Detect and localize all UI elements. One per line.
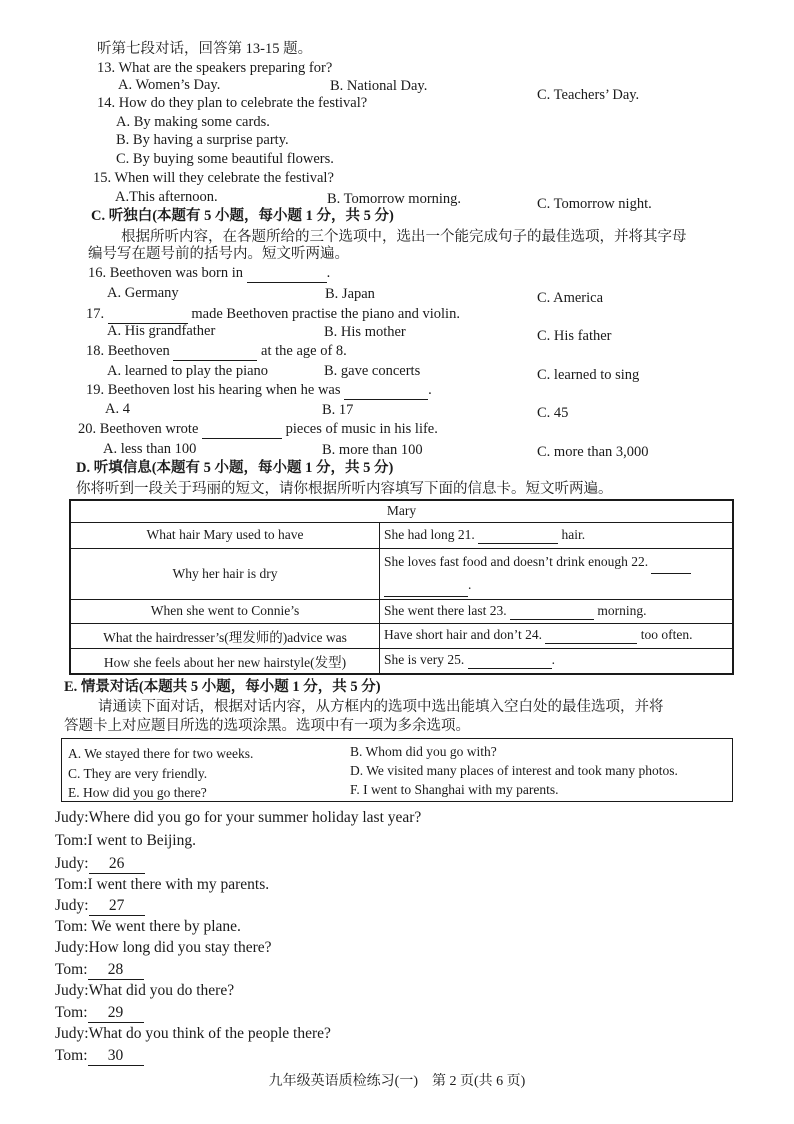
options-box xyxy=(61,738,733,802)
table-cell-label: When she went to Connie’s xyxy=(70,599,380,623)
question-16-option-c[interactable]: C. America xyxy=(537,290,604,306)
dialogue-speaker: Tom: xyxy=(55,1047,88,1064)
dialogue-answer-blank[interactable]: 29 xyxy=(88,1004,144,1023)
cell-text-end: . xyxy=(551,652,555,667)
answer-blank-23[interactable] xyxy=(510,603,594,620)
dialogue-speaker: Tom: xyxy=(55,876,88,893)
option-c[interactable]: C. They are very friendly. xyxy=(68,766,208,781)
table-row xyxy=(70,548,733,599)
section-c-title: C. 听独白(本题有 5 小题，每小题 1 分，共 5 分) xyxy=(91,208,394,224)
question-15-option-b[interactable]: B. Tomorrow morning. xyxy=(327,191,462,207)
question-14-option-a[interactable]: A. By making some cards. xyxy=(116,114,270,130)
table-row xyxy=(70,648,733,674)
question-17-stem-text: made Beethoven practise the piano and violin. xyxy=(191,306,460,322)
dialogue-speaker: Judy: xyxy=(55,809,89,826)
table-cell-answer xyxy=(380,522,734,548)
dialogue-line xyxy=(55,1025,331,1043)
answer-blank-24[interactable] xyxy=(545,627,637,644)
cell-text-end: too often. xyxy=(640,627,693,642)
question-16-option-b[interactable]: B. Japan xyxy=(325,286,375,302)
dialogue-speaker: Judy: xyxy=(55,1025,89,1042)
answer-blank-22[interactable] xyxy=(651,551,691,574)
option-e[interactable]: E. How did you go there? xyxy=(68,785,207,800)
answer-blank[interactable] xyxy=(247,264,327,283)
section-e-title: E. 情景对话(本题共 5 小题，每小题 1 分，共 5 分) xyxy=(64,679,381,695)
question-16-stem-end: . xyxy=(326,265,331,281)
dialogue-line xyxy=(55,939,272,957)
dialogue-line xyxy=(55,918,241,936)
question-19-stem xyxy=(86,381,432,400)
dialogue-speaker: Judy: xyxy=(55,982,89,999)
dialogue-speaker: Tom: xyxy=(55,1004,88,1021)
table-cell-label: How she feels about her new hairstyle(发型) xyxy=(70,648,380,674)
option-f[interactable]: F. I went to Shanghai with my parents. xyxy=(350,782,559,797)
page-footer: 九年级英语质检练习(一) 第 2 页(共 6 页) xyxy=(268,1074,526,1089)
section-e-instruction-2: 答题卡上对应题目所选的选项涂黑。选项中有一项为多余选项。 xyxy=(64,718,470,734)
cell-text: Have short hair and don’t 24. xyxy=(384,627,542,642)
cell-text: She had long 21. xyxy=(384,526,475,542)
dialogue-answer-blank[interactable]: 28 xyxy=(88,961,144,980)
question-16-stem-text: 16. Beethoven was born in xyxy=(88,265,244,281)
dialogue-text: We went there by plane. xyxy=(87,918,241,935)
dialogue-speaker: Tom: xyxy=(55,832,88,849)
question-20-stem-end: pieces of music in his life. xyxy=(285,421,438,437)
question-13-option-b[interactable]: B. National Day. xyxy=(330,78,428,94)
table-cell-label: Why her hair is dry xyxy=(70,548,380,599)
question-16-stem xyxy=(88,264,330,283)
dialogue-line xyxy=(55,855,145,874)
question-18-option-a[interactable]: A. learned to play the piano xyxy=(107,363,269,379)
answer-blank[interactable] xyxy=(202,420,282,439)
question-20-option-c[interactable]: C. more than 3,000 xyxy=(537,444,649,460)
table-header: Mary xyxy=(70,500,733,522)
dialogue-speaker: Tom: xyxy=(55,918,88,935)
question-20-option-a[interactable]: A. less than 100 xyxy=(103,441,197,457)
table-row xyxy=(70,623,733,648)
section-c-instruction-1: 根据所听内容，在各题所给的三个选项中，选出一个能完成句子的最佳选项，并将其字母 xyxy=(121,229,687,245)
dialogue-answer-blank[interactable]: 30 xyxy=(88,1047,144,1066)
dialogue-speaker: Judy: xyxy=(55,939,89,956)
option-a[interactable]: A. We stayed there for two weeks. xyxy=(68,746,254,761)
question-15-option-a[interactable]: A.This afternoon. xyxy=(115,189,218,205)
table-cell-answer xyxy=(380,548,734,599)
dialogue-answer-blank[interactable]: 26 xyxy=(89,855,145,874)
table-row xyxy=(70,522,733,548)
table-cell-answer xyxy=(380,623,734,648)
dialogue-speaker: Judy: xyxy=(55,897,89,914)
question-17-option-a[interactable]: A. His grandfather xyxy=(107,323,216,339)
table-row xyxy=(70,599,733,623)
dialogue-line xyxy=(55,876,269,894)
question-15-stem: 15. When will they celebrate the festival? xyxy=(93,170,334,186)
question-20-option-b[interactable]: B. more than 100 xyxy=(322,442,423,458)
question-13-option-c[interactable]: C. Teachers’ Day. xyxy=(537,87,640,103)
question-14-option-c[interactable]: C. By buying some beautiful flowers. xyxy=(116,151,334,167)
cell-text-end: morning. xyxy=(597,602,647,618)
question-13-option-a[interactable]: A. Women’s Day. xyxy=(118,77,221,93)
question-18-stem-end: at the age of 8. xyxy=(261,343,347,359)
table-cell-answer xyxy=(380,648,734,674)
dialogue-text: Where did you go for your summer holiday last year? xyxy=(88,809,422,826)
dialogue-text: What did you do there? xyxy=(88,982,235,999)
question-14-stem: 14. How do they plan to celebrate the festival? xyxy=(97,95,368,111)
dialogue-speaker: Tom: xyxy=(55,961,88,978)
question-19-option-a[interactable]: A. 4 xyxy=(105,401,130,417)
table-cell-label: What the hairdresser’s(理发师的)advice was xyxy=(70,623,380,648)
dialogue-text: I went to Beijing. xyxy=(87,832,196,849)
dialogue-speaker: Judy: xyxy=(55,855,89,872)
dialogue-answer-blank[interactable]: 27 xyxy=(89,897,145,916)
dialogue-text: How long did you stay there? xyxy=(88,939,272,956)
cell-text-end: hair. xyxy=(561,526,586,542)
section-e-instruction-1: 请通读下面对话，根据对话内容，从方框内的选项中选出能填入空白处的最佳选项，并将 xyxy=(98,699,664,715)
answer-blank[interactable] xyxy=(344,381,428,400)
question-17-option-b[interactable]: B. His mother xyxy=(324,324,406,340)
question-18-option-c[interactable]: C. learned to sing xyxy=(537,367,640,383)
table-cell-answer xyxy=(380,599,734,623)
dialogue-line xyxy=(55,1004,144,1023)
cell-text: She went there last 23. xyxy=(384,602,507,618)
section-d-title: D. 听填信息(本题有 5 小题，每小题 1 分，共 5 分) xyxy=(76,460,394,476)
dialogue-line xyxy=(55,809,421,827)
table-cell-label: What hair Mary used to have xyxy=(70,522,380,548)
question-17-number: 17. xyxy=(86,306,105,322)
answer-blank[interactable] xyxy=(173,342,257,361)
cell-text-end: . xyxy=(468,576,472,592)
dialogue-text: What do you think of the people there? xyxy=(88,1025,331,1042)
question-20-stem-text: 20. Beethoven wrote xyxy=(78,421,199,437)
answer-blank-25[interactable] xyxy=(468,652,552,669)
dialogue-line xyxy=(55,832,196,850)
info-card-table xyxy=(69,499,734,675)
question-18-stem-text: 18. Beethoven xyxy=(86,343,170,359)
question-16-option-a[interactable]: A. Germany xyxy=(107,285,179,301)
dialogue-line xyxy=(55,961,144,980)
answer-blank-21[interactable] xyxy=(478,527,558,544)
answer-blank-22-continued[interactable] xyxy=(384,574,468,597)
cell-text: She is very 25. xyxy=(384,652,465,667)
section-intro: 听第七段对话，回答第 13-15 题。 xyxy=(97,41,313,57)
question-18-stem xyxy=(86,342,347,361)
cell-text: She loves fast food and doesn’t drink enough 22. xyxy=(384,553,649,569)
question-15-option-c[interactable]: C. Tomorrow night. xyxy=(537,196,652,212)
question-20-stem xyxy=(78,420,438,439)
dialogue-line xyxy=(55,982,234,1000)
question-17-option-c[interactable]: C. His father xyxy=(537,328,612,344)
option-d[interactable]: D. We visited many places of interest and took many photos. xyxy=(350,763,678,778)
dialogue-line xyxy=(55,897,145,916)
section-c-instruction-2: 编号写在题号前的括号内。短文听两遍。 xyxy=(88,246,349,262)
dialogue-line xyxy=(55,1047,144,1066)
option-b[interactable]: B. Whom did you go with? xyxy=(350,744,497,759)
question-19-stem-text: 19. Beethoven lost his hearing when he was xyxy=(86,382,341,398)
section-d-instruction: 你将听到一段关于玛丽的短文，请你根据所听内容填写下面的信息卡。短文听两遍。 xyxy=(76,481,613,497)
question-14-option-b[interactable]: B. By having a surprise party. xyxy=(116,132,289,148)
question-19-option-c[interactable]: C. 45 xyxy=(537,405,569,421)
question-19-option-b[interactable]: B. 17 xyxy=(322,402,354,418)
question-18-option-b[interactable]: B. gave concerts xyxy=(324,363,421,379)
question-13-stem: 13. What are the speakers preparing for? xyxy=(97,60,333,76)
dialogue-text: I went there with my parents. xyxy=(87,876,270,893)
question-19-stem-end: . xyxy=(428,382,432,398)
